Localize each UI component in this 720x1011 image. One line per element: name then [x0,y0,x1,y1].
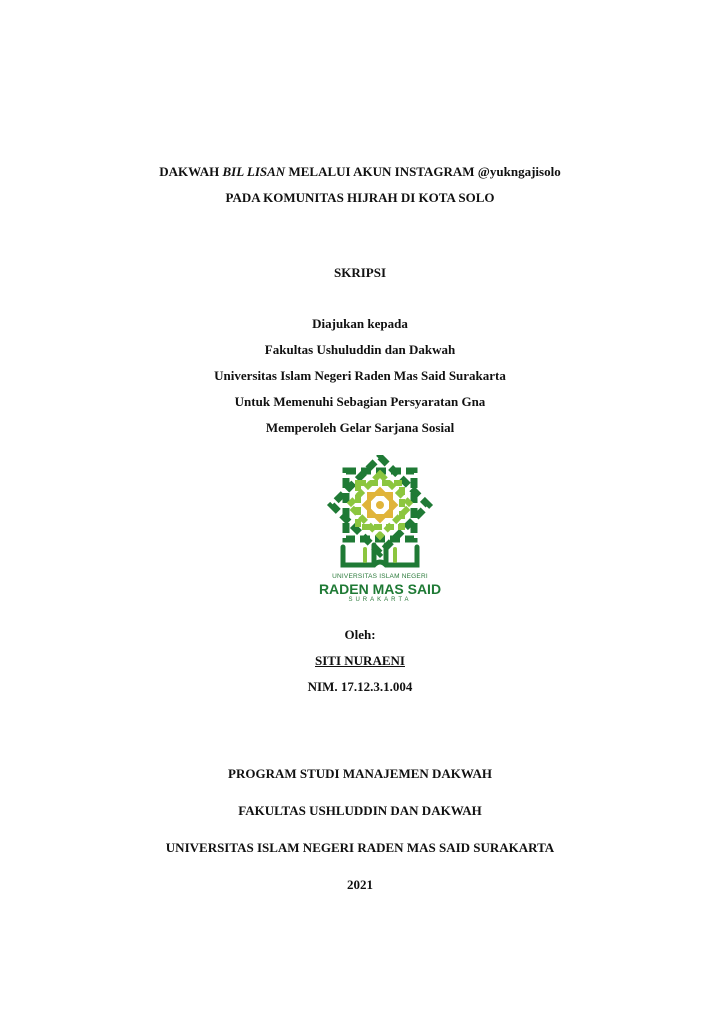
document-type: SKRIPSI [333,265,387,280]
submission-line-5: Memperoleh Gelar Sarjana Sosial [265,420,455,435]
logo-university-name: RADEN MAS SAID [318,581,442,597]
author-name [0,653,720,669]
author-label: Oleh: [344,627,376,642]
title-prefix: DAKWAH [159,164,223,179]
university-logo [310,455,450,610]
author-nim: NIM. 17.12.3.1.004 [307,679,413,694]
submission-line-4: Untuk Memenuhi Sebagian Persyaratan Gna [234,394,486,409]
submission-line-1: Diajukan kepada [312,316,408,331]
thesis-title-line-2: PADA KOMUNITAS HIJRAH DI KOTA SOLO [225,190,495,205]
author-name-text: SITI NURAENI [315,653,405,668]
faculty-name: FAKULTAS USHLUDDIN DAN DAKWAH [238,803,482,818]
study-program: PROGRAM STUDI MANAJEMEN DAKWAH [228,766,492,781]
submission-line-2: Fakultas Ushuluddin dan Dakwah [264,342,456,357]
university-emblem-icon [310,455,450,573]
thesis-title-line-1 [0,164,720,180]
logo-university-type: UNIVERSITAS ISLAM NEGERI [332,573,428,580]
title-italic-term: BIL LISAN [222,164,286,179]
title-suffix: MELALUI AKUN INSTAGRAM @yukngajisolo [285,164,561,179]
university-name: UNIVERSITAS ISLAM NEGERI RADEN MAS SAID SURAKARTA [165,840,555,855]
submission-line-3: Universitas Islam Negeri Raden Mas Said Surakarta [214,368,506,383]
logo-city: SURAKARTA [348,597,412,603]
year: 2021 [347,877,373,892]
